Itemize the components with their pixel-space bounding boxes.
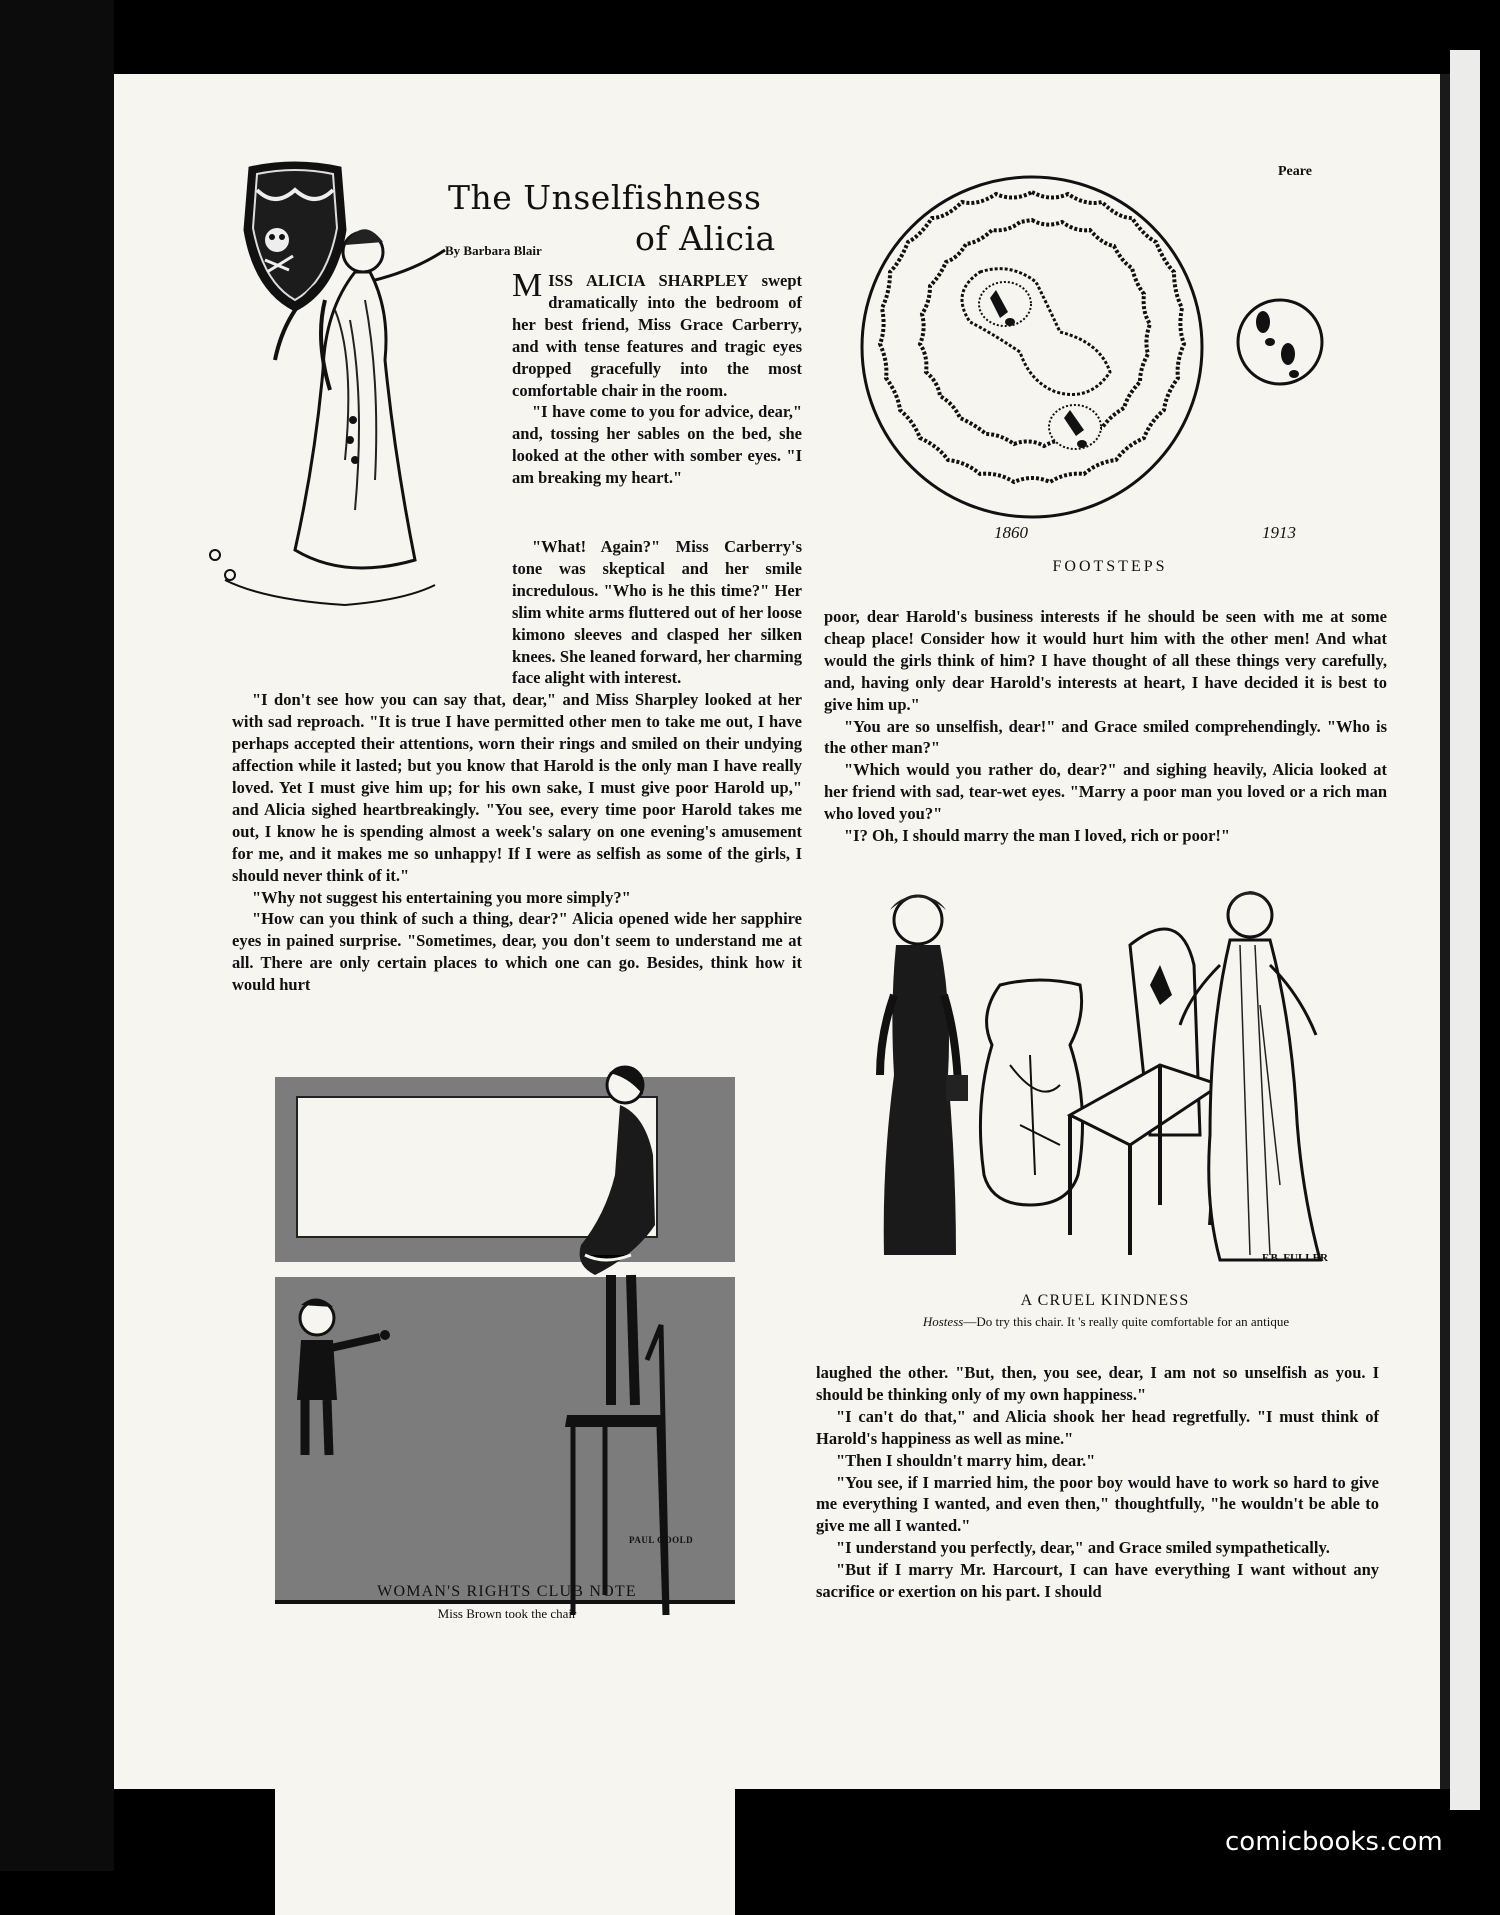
article-intro-paragraph: ISS ALICIA SHARPLEY swept dramatically into the bedroom of her best friend, Miss Grace Carberry, and with tense features and tragic eyes dropped gracefully into the most comfortable chair in the room. — [512, 271, 802, 400]
article-byline: By Barbara Blair — [445, 243, 542, 258]
article-paragraph: "What! Again?" Miss Carberry's tone was skeptical and her smile incredulous. "Who is he this time?" Her slim white arms fluttered out of her loose kimono sleeves and clasped her silken knees. She leaned forward, her charming face alight with interest. — [512, 537, 802, 688]
footsteps-illustration — [860, 172, 1330, 532]
article-paragraph: "How can you think of such a thing, dear?" Alicia opened wide her sapphire eyes in pained surprise. "Sometimes, dear, you don't seem to understand me at all. There are only certain places to which one can go. Besides, think how it would hurt — [232, 909, 802, 995]
article-title-line1: The Unselfishness — [448, 178, 762, 217]
article-column-2-upper — [824, 606, 1387, 847]
article-column-1-upper — [512, 267, 802, 489]
cruel-kindness-caption: A CRUEL KINDNESS — [1020, 1292, 1190, 1309]
cruel-kindness-subcaption — [836, 1314, 1376, 1330]
article-paragraph: "Why not suggest his entertaining you more simply?" — [252, 887, 631, 907]
womans-rights-caption: WOMAN'S RIGHTS CLUB NOTE — [377, 1583, 637, 1600]
drop-cap: M — [512, 267, 543, 304]
article-paragraph: "You are so unselfish, dear!" and Grace smiled comprehendingly. "Who is the other man?" — [824, 716, 1387, 758]
article-paragraph: "Which would you rather do, dear?" and sighing heavily, Alicia looked at her friend with sad, tear-wet eyes. "Marry a poor man you loved or a rich man who loved you?" — [824, 760, 1387, 824]
article-paragraph: "You see, if I married him, the poor boy would have to work so hard to give me everything I wanted, and even then," thoughtfully, "he wouldn't be able to give me all I wanted." — [816, 1472, 1379, 1536]
article-paragraph: "I? Oh, I should marry the man I loved, rich or poor!" — [844, 826, 1231, 846]
article-paragraph: "I understand you perfectly, dear," and Grace smiled sympathetically. — [836, 1538, 1330, 1558]
article-title-line2: of Alicia — [635, 219, 776, 258]
article-paragraph: "I don't see how you can say that, dear," and Miss Sharpley looked at her with sad reproach. "It is true I have permitted other men to take me out, I have perhaps accepted their attentions, worn their rings and smiled on their undying affection while it lasted; but you know that Harold is the only man I have really loved. Yet I must give him up; for his own sake, I must give poor Harold up," and Alicia sighed heartbreakingly. "You see, every time poor Harold takes me out, I know he is spending almost a week's salary on one evening's amusement for me, and it makes me so unhappy! If I were as selfish as some of the girls, I should never think of it." — [232, 690, 802, 885]
womans-rights-illustration — [275, 1055, 775, 1915]
hostess-label: Hostess — [922, 1314, 964, 1329]
year-1860: 1860 — [994, 523, 1028, 542]
article-paragraph: laughed the other. "But, then, you see, dear, I am not so unselfish as you. I should be thinking only of my own happiness." — [816, 1363, 1379, 1404]
page-header-word: Peare — [1278, 164, 1312, 179]
year-1913: 1913 — [1262, 523, 1296, 542]
article-column-1-lower — [232, 536, 802, 996]
article-paragraph: "I can't do that," and Alicia shook her head regretfully. "I must think of Harold's happiness as well as mine." — [816, 1406, 1379, 1448]
article-paragraph: "Then I shouldn't marry him, dear." — [836, 1450, 1096, 1470]
article-paragraph: "But if I marry Mr. Harcourt, I can have everything I want without any sacrifice or exertion on his part. I should — [816, 1560, 1379, 1602]
scan-left-edge — [0, 0, 114, 1871]
goold-signature: PAUL GOOLD — [629, 1535, 694, 1545]
womans-rights-subcaption: Miss Brown took the chair — [437, 1606, 577, 1621]
next-page-edge — [1450, 50, 1480, 1810]
footsteps-caption: FOOTSTEPS — [1052, 558, 1168, 575]
cruel-kindness-illustration — [860, 885, 1360, 1265]
fuller-signature: F.B. FULLER — [1262, 1252, 1328, 1264]
article-paragraph: "I have come to you for advice, dear," and, tossing her sables on the bed, she looked at the other with somber eyes. "I am breaking my heart." — [512, 402, 802, 488]
hostess-line: —Do try this chair. It 's really quite comfortable for an antique — [963, 1314, 1290, 1329]
site-watermark: comicbooks.com — [1225, 1827, 1443, 1857]
article-column-3 — [816, 1362, 1379, 1603]
article-paragraph: poor, dear Harold's business interests if he should be seen with me at some cheap place! Consider how it would hurt him with the other men! And what would the girls think of him? I have thought of all these things very carefully, and, having only dear Harold's interests at heart, I have decided it is best to give him up." — [824, 607, 1387, 714]
